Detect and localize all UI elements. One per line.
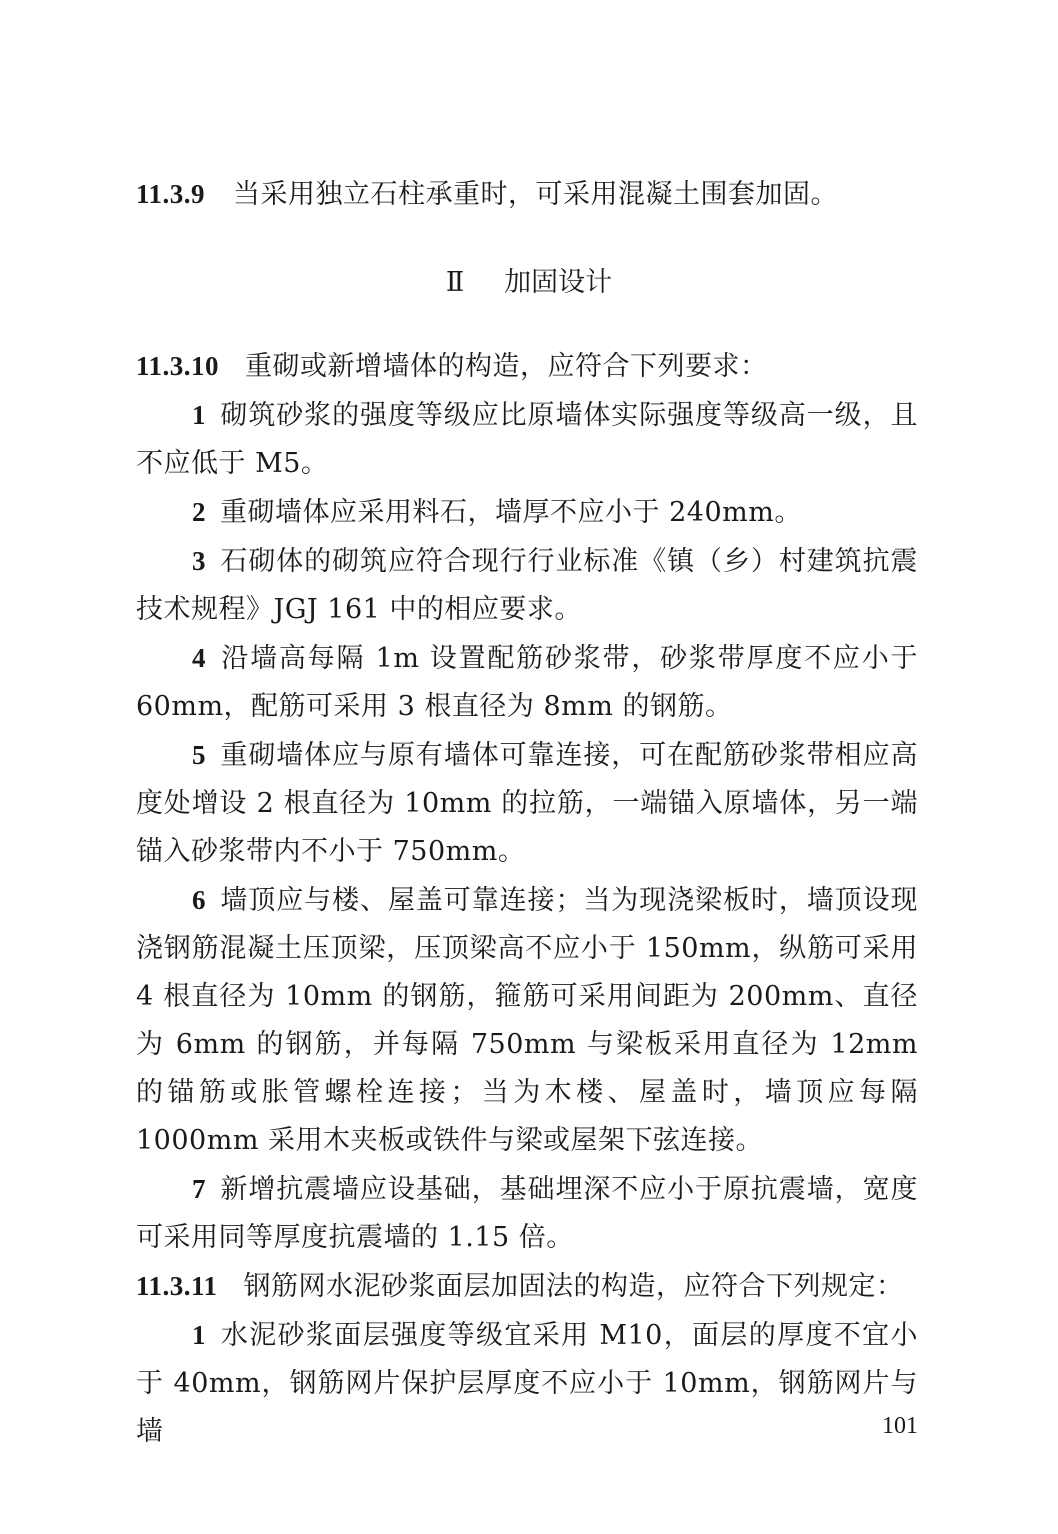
list-item <box>136 634 918 731</box>
clause-number: 11.3.10 <box>136 351 220 381</box>
clause-number: 11.3.9 <box>136 179 206 209</box>
list-item <box>136 731 918 876</box>
item-text: 墙顶应与楼、屋盖可靠连接；当为现浇梁板时，墙顶设现浇钢筋混凝土压顶梁，压顶梁高不应小于 150mm，纵筋可采用 4 根直径为 10mm 的钢筋，箍筋可采用间距为 200mm、直径为 6mm 的钢筋，并每隔 750mm 与梁板采用直径为 12mm 的锚筋或胀管螺栓连接；当为木楼、屋盖时，墙顶应每隔 1000mm 采用木夹板或铁件与梁或屋架下弦连接。 <box>136 885 918 1156</box>
item-number: 3 <box>192 546 206 576</box>
list-item <box>136 391 918 488</box>
clause-11-3-11 <box>136 1262 918 1311</box>
item-text: 水泥砂浆面层强度等级宜采用 M10，面层的厚度不宜小于 40mm，钢筋网片保护层厚度不应小于 10mm，钢筋网片与墙 <box>136 1320 918 1447</box>
item-text: 石砌体的砌筑应符合现行行业标准《镇（乡）村建筑抗震技术规程》JGJ 161 中的相应要求。 <box>136 546 918 625</box>
clause-text: 钢筋网水泥砂浆面层加固法的构造，应符合下列规定： <box>243 1271 904 1302</box>
section-heading <box>0 258 1058 307</box>
clause-text: 当采用独立石柱承重时，可采用混凝土围套加固。 <box>233 179 839 210</box>
section-roman-numeral: Ⅱ <box>445 267 465 297</box>
list-item <box>136 1165 918 1262</box>
item-text: 新增抗震墙应设基础，基础埋深不应小于原抗震墙，宽度可采用同等厚度抗震墙的 1.15 倍。 <box>136 1174 918 1253</box>
item-text: 重砌墙体应采用料石，墙厚不应小于 240mm。 <box>220 497 802 528</box>
list-item <box>136 876 918 1165</box>
clause-text: 重砌或新增墙体的构造，应符合下列要求： <box>245 351 768 382</box>
list-item <box>136 488 918 537</box>
item-text: 沿墙高每隔 1m 设置配筋砂浆带，砂浆带厚度不应小于 60mm，配筋可采用 3 根直径为 8mm 的钢筋。 <box>136 643 918 722</box>
item-number: 4 <box>192 643 206 673</box>
item-text: 重砌墙体应与原有墙体可靠连接，可在配筋砂浆带相应高度处增设 2 根直径为 10mm 的拉筋，一端锚入原墙体，另一端锚入砂浆带内不小于 750mm。 <box>136 740 918 867</box>
item-number: 2 <box>192 497 206 527</box>
list-item <box>136 537 918 634</box>
list-item <box>136 1311 918 1456</box>
item-number: 1 <box>192 400 206 430</box>
clause-number: 11.3.11 <box>136 1271 218 1301</box>
clause-11-3-9 <box>136 170 918 219</box>
clause-11-3-10 <box>136 342 918 1456</box>
item-number: 6 <box>192 885 206 915</box>
item-number: 5 <box>192 740 206 770</box>
item-text: 砌筑砂浆的强度等级应比原墙体实际强度等级高一级，且不应低于 M5。 <box>136 400 918 479</box>
item-number: 1 <box>192 1320 206 1350</box>
section-title: 加固设计 <box>504 267 613 298</box>
page-number: 101 <box>882 1413 918 1439</box>
item-number: 7 <box>192 1174 206 1204</box>
